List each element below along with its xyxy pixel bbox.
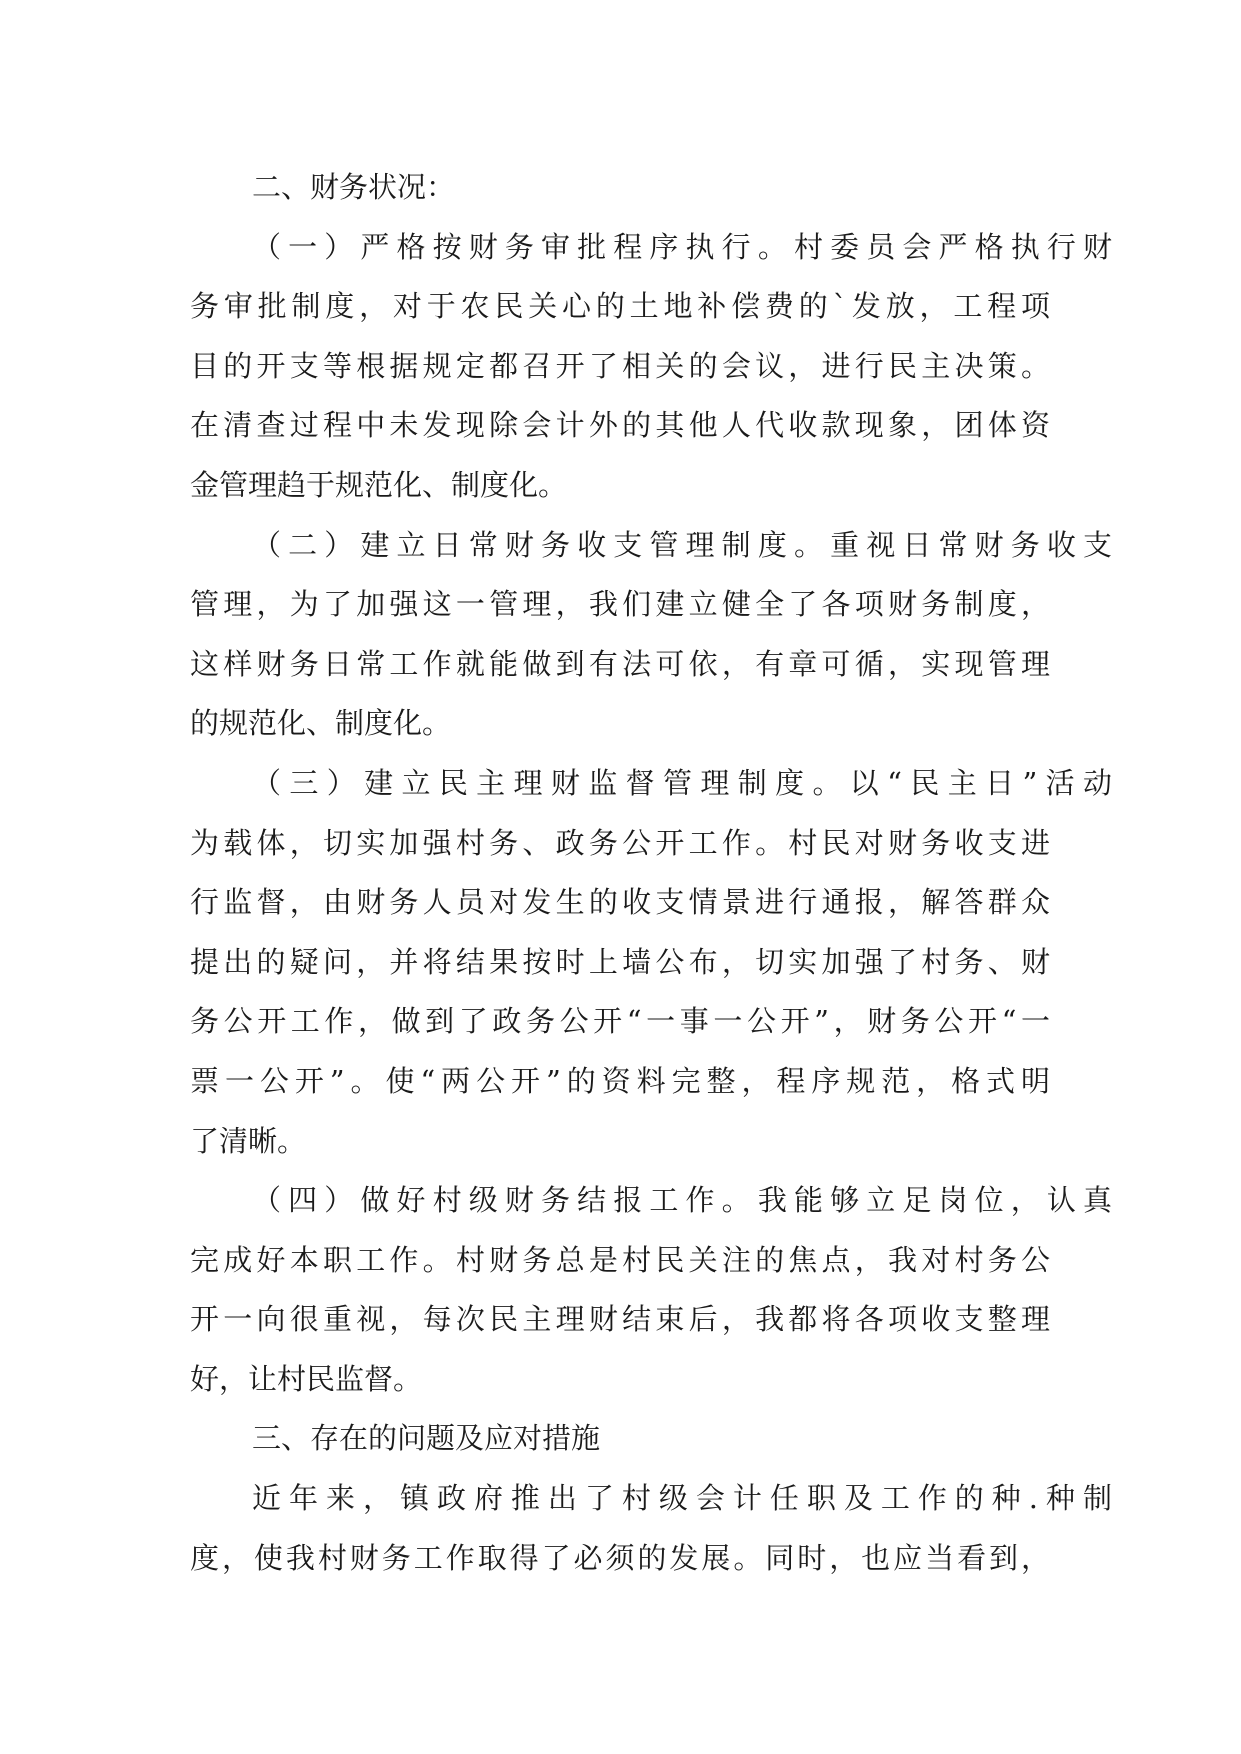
text-line: 近年来，镇政府推出了村级会计任职及工作的种.种制 [252, 1481, 1112, 1516]
text-line: 管理，为了加强这一管理，我们建立健全了各项财务制度， [190, 587, 1050, 622]
text-line: 度，使我村财务工作取得了必须的发展。同时，也应当看到， [190, 1540, 1050, 1575]
text-line: 务审批制度，对于农民关心的土地补偿费的`发放，工程项 [190, 289, 1050, 324]
text-line: 提出的疑问，并将结果按时上墙公布，切实加强了村务、财 [190, 944, 1050, 979]
text-line: 金管理趋于规范化、制度化。 [190, 467, 568, 502]
text-line: 好，让村民监督。 [190, 1361, 423, 1396]
text-line: 务公开工作，做到了政务公开“一事一公开”，财务公开“一 [190, 1004, 1050, 1039]
text-line: 行监督，由财务人员对发生的收支情景进行通报，解答群众 [190, 885, 1050, 920]
document-body [190, 158, 1112, 1588]
text-line: 了清晰。 [190, 1123, 307, 1158]
section-heading-finance: 二、财务状况： [252, 170, 456, 204]
text-line: 完成好本职工作。村财务总是村民关注的焦点，我对村务公 [190, 1242, 1050, 1277]
text-line: （一）严格按财务审批程序执行。村委员会严格执行财 [252, 229, 1112, 264]
text-line: 目的开支等根据规定都召开了相关的会议，进行民主决策。 [190, 348, 1050, 383]
text-line: （二）建立日常财务收支管理制度。重视日常财务收支 [252, 527, 1112, 562]
text-line: （三）建立民主理财监督管理制度。以“民主日”活动 [252, 765, 1112, 800]
text-line: 为载体，切实加强村务、政务公开工作。村民对财务收支进 [190, 825, 1050, 860]
text-line: 的规范化、制度化。 [190, 706, 452, 741]
text-line: （四）做好村级财务结报工作。我能够立足岗位，认真 [252, 1183, 1112, 1218]
text-line: 这样财务日常工作就能做到有法可依，有章可循，实现管理 [190, 646, 1050, 681]
text-line: 票一公开”。使“两公开”的资料完整，程序规范，格式明 [190, 1063, 1050, 1098]
text-line: 在清查过程中未发现除会计外的其他人代收款现象，团体资 [190, 408, 1050, 443]
text-line: 开一向很重视，每次民主理财结束后，我都将各项收支整理 [190, 1302, 1050, 1337]
section-heading-problems: 三、存在的问题及应对措施 [252, 1421, 601, 1456]
